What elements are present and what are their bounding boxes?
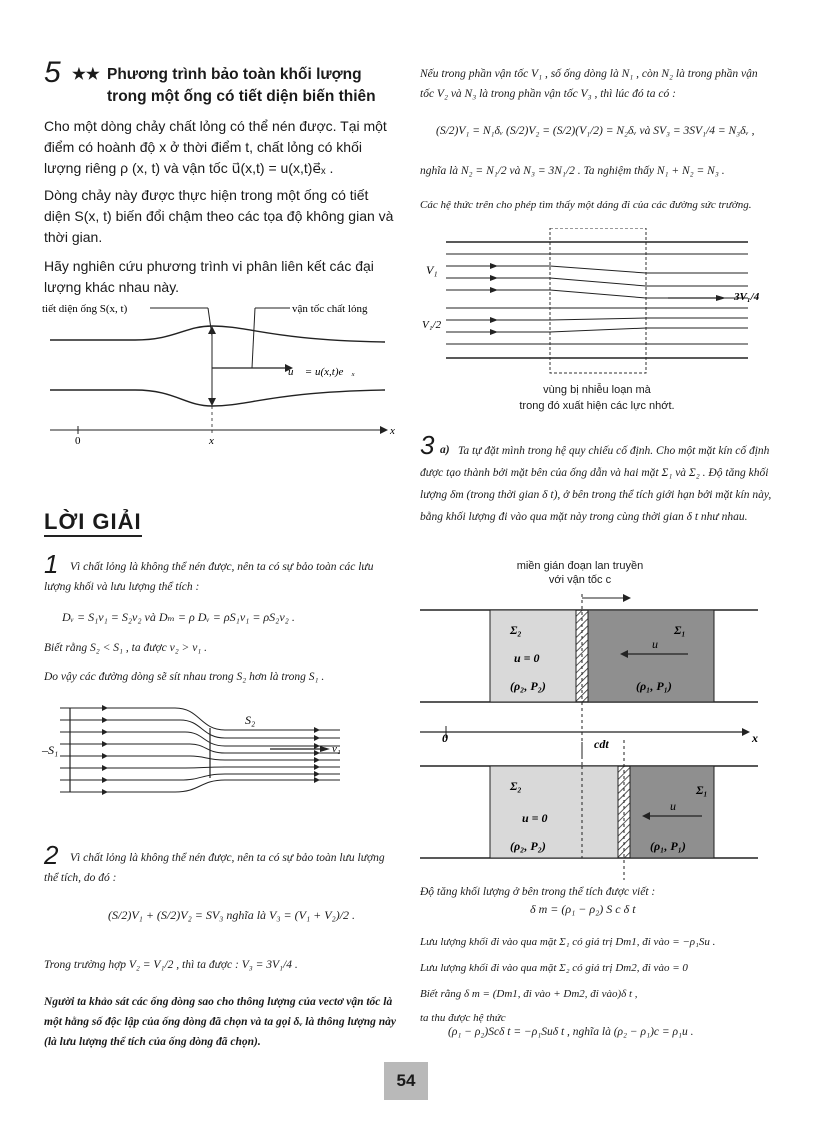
s1-conclusion: Do vậy các đường dòng sẽ sít nhau trong S₂ hơn là trong S₁ .	[44, 671, 325, 683]
r-fig-caption-1: vùng bị nhiễu loạn mà	[543, 384, 651, 396]
fig-axis-0: 0	[75, 435, 81, 447]
streamline-figure	[40, 700, 400, 795]
s3-fig-u-bottom: u	[670, 799, 676, 813]
right-para-2: Các hệ thức trên cho phép tìm thấy một dáng đi của các đường sức trường.	[420, 199, 752, 211]
s1-text: Vì chất lỏng là không thể nén được, nên ta có sự bảo toàn các lưu lượng khối và lưu lượng thể tích :	[44, 561, 374, 593]
s3-fig-u-top: u	[652, 637, 658, 651]
s3-fig-u0-top: u = 0	[514, 651, 540, 665]
s3-fig-cdt: cdt	[594, 737, 609, 751]
right-para-1: Nếu trong phần vận tốc V₁ , số ống dòng là N₁ , còn N₂ là trong phần vận tốc V₂ và N₃ là trong phần vận tốc V₃ , thì lúc đó ta có :	[420, 68, 758, 100]
merge-flow-figure	[418, 228, 778, 378]
r-fig-V1: V₁	[426, 263, 438, 277]
s1-fig-S2: S₂	[245, 713, 256, 727]
s1-given: Biết rằng S₂ < S₁ , ta được v₂ > v₁ .	[44, 642, 208, 654]
problem-title-line1: Phương trình bảo toàn khối lượng	[107, 66, 362, 83]
s3-number: 3	[420, 430, 435, 460]
r-fig-caption-2: trong đó xuất hiện các lực nhớt.	[519, 400, 675, 412]
s2-case: Trong trường hợp V₂ = V₁/2 , thì ta được : V₃ = 3V₁/4 .	[44, 959, 298, 971]
page-number: 54	[384, 1062, 428, 1100]
problem-para-1: Cho một dòng chảy chất lỏng có thể nén được. Tại một điểm có hoành độ x ở thời điểm t, chất lỏng có khối lượng riêng ρ (x, t) và vận tốc u⃗(x,t) = u(x,t)e⃗ₓ .	[44, 118, 387, 176]
s3-fig-sigma2-bottom: Σ₂	[510, 779, 522, 793]
r-fig-3V1: 3V₁/4	[734, 291, 760, 303]
s3-para-1: Độ tăng khối lượng ở bên trong thể tích được viết :	[420, 886, 656, 898]
s3-fig-sigma1-top: Σ₁	[674, 623, 686, 637]
s3-fig-title-2: với vận tốc c	[548, 574, 612, 586]
s2-number: 2	[44, 840, 59, 870]
s2-paragraph: Người ta khảo sát các ống dòng sao cho thông lượng của vectơ vận tốc là một hằng số độc lập của ống dòng đã chọn và ta gọi δᵥ là thông lượng này (là lưu lượng thể tích của ống dòng đã chọn).	[44, 996, 396, 1048]
pipe-figure	[40, 298, 400, 448]
fig-label-u: u⃗ = u(x,t)e⃗ₓ	[288, 366, 356, 378]
right-eq-1: (S/2)V₁ = N₁δᵥ (S/2)V₂ = (S/2)(V₁/2) = N₂δᵥ và SV₃ = 3SV₁/4 = N₃δᵥ ,	[436, 125, 755, 137]
s2-equation: (S/2)V₁ + (S/2)V₂ = SV₃ nghĩa là V₃ = (V₁ + V₂)/2 .	[108, 908, 356, 922]
right-eq-2: nghĩa là N₂ = N₁/2 và N₃ = 3N₁/2 . Ta nghiệm thấy N₁ + N₂ = N₃ .	[420, 165, 725, 177]
s3-para-5: ta thu được hệ thức	[420, 1012, 506, 1024]
fig-label-velocity: vận tốc chất lỏng	[292, 303, 368, 315]
problem-para-2: Dòng chảy này được thực hiện trong một ống có tiết diện S(x, t) biến đổi chậm theo các tọa độ không gian và thời gian.	[44, 187, 394, 245]
discontinuity-figure	[418, 590, 778, 880]
fig-axis-x-tick: x	[209, 435, 214, 447]
s3-text: Ta tự đặt mình trong hệ quy chiếu cố định. Cho một mặt kín cố định được tạo thành bởi mặt bên của ống dẫn và hai mặt Σ₁ và Σ₂ . Độ tăng khối lượng δm (trong thời gian δ t), ở bên trong thể tích giới hạn bởi mặt kín này, bằng khối lượng đi vào qua mặt này trong cùng thời gian δ t như nhau.	[420, 445, 772, 523]
s3-fig-p1-top: (ρ₁, P₁)	[636, 679, 672, 693]
s3-label: a)	[440, 444, 450, 456]
s3-fig-x: x	[752, 731, 758, 745]
s3-fig-title-1: miền gián đoạn lan truyền	[516, 560, 644, 572]
s2-text: Vì chất lỏng là không thể nén được, nên ta có sự bảo toàn lưu lượng thể tích, do đó :	[44, 852, 385, 884]
s1-fig-S1: –S₁	[42, 743, 59, 757]
s3-fig-u0-bottom: u = 0	[522, 811, 548, 825]
problem-stars: ★★	[72, 66, 100, 83]
fig-axis-x: x	[390, 425, 395, 437]
s1-number: 1	[44, 549, 59, 579]
s3-fig-p2-top: (ρ₂, P₂)	[510, 679, 546, 693]
s1-equation: Dᵥ = S₁v₁ = S₂v₂ và Dₘ = ρ Dᵥ = ρS₁v₁ = ρS₂v₂ .	[62, 610, 295, 624]
s3-fig-0: 0	[442, 731, 448, 745]
solution-heading: LỜI GIẢI	[44, 509, 142, 537]
s3-fig-sigma2-top: Σ₂	[510, 623, 522, 637]
problem-para-3: Hãy nghiên cứu phương trình vi phân liên kết các đại lượng khác nhau này.	[44, 258, 374, 295]
s3-para-3: Lưu lượng khối đi vào qua mặt Σ₂ có giá trị Dm2, đi vào = 0	[420, 962, 688, 974]
s3-equation-1: δ m = (ρ₁ − ρ₂) S c δ t	[530, 902, 636, 916]
s3-para-2: Lưu lượng khối đi vào qua mặt Σ₁ có giá trị Dm1, đi vào = −ρ₁Su .	[420, 936, 716, 948]
s3-fig-p2-bottom: (ρ₂, P₂)	[510, 839, 546, 853]
problem-title-line2: trong một ống có tiết diện biến thiên	[107, 88, 376, 105]
s3-equation-2: (ρ₁ − ρ₂)Scδ t = −ρ₁Suδ t , nghĩa là (ρ₂ − ρ₁)c = ρ₁u .	[448, 1026, 694, 1038]
s3-para-4: Biết rằng δ m = (Dm1, đi vào + Dm2, đi vào)δ t ,	[420, 988, 638, 1000]
s3-fig-sigma1-bottom: Σ₁	[696, 783, 708, 797]
problem-number: 5	[44, 56, 61, 89]
s3-fig-p1-bottom: (ρ₁, P₁)	[650, 839, 686, 853]
s1-fig-v1: v₁	[332, 743, 341, 755]
fig-label-section: tiết diện ống S(x, t)	[42, 303, 128, 315]
r-fig-V1half: V₁/2	[422, 319, 442, 331]
